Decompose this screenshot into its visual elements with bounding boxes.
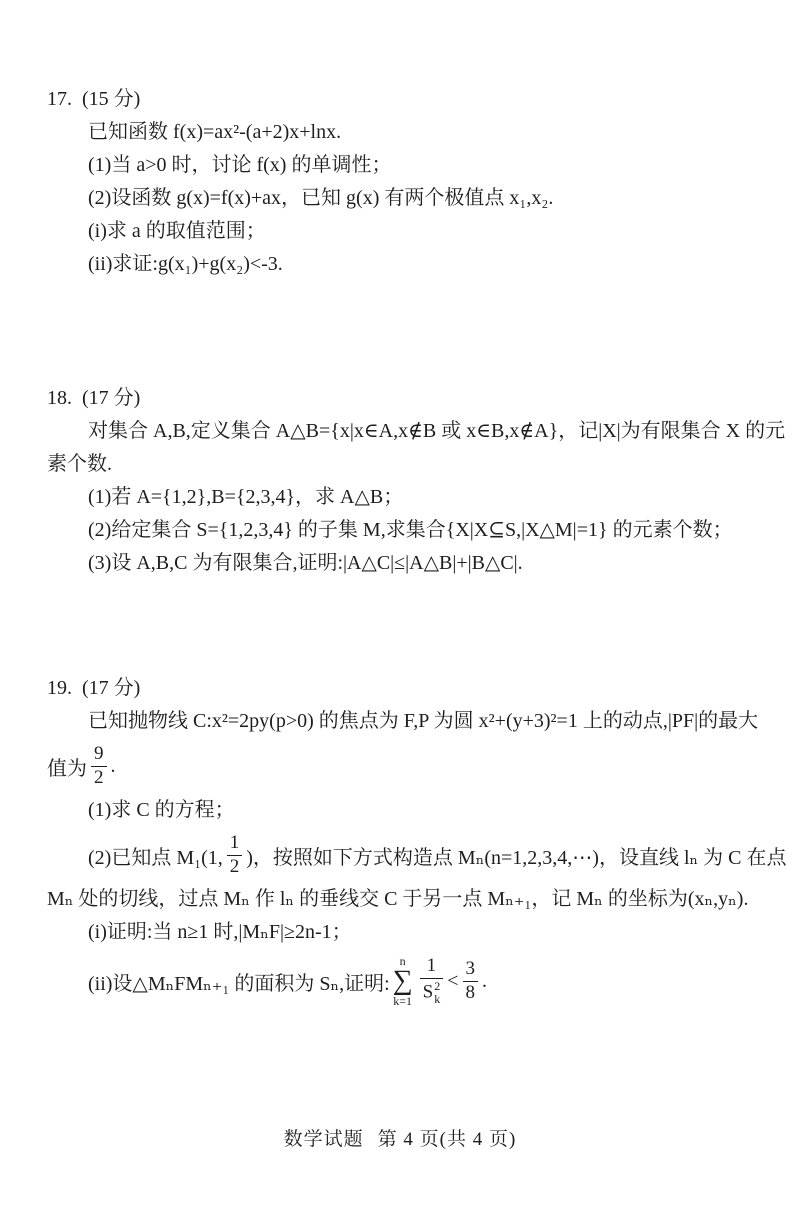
problem-line: (i)求 a 的取值范围； bbox=[88, 220, 266, 242]
problem-number: 17. bbox=[47, 88, 72, 110]
superscript: 2 bbox=[434, 978, 441, 993]
problem-line: (2)给定集合 S={1,2,3,4} 的子集 M,求集合{X|X⊆S,|X△M|=1} 的元素个数； bbox=[88, 519, 733, 541]
problem-line: 已知抛物线 C:x²=2py(p>0) 的焦点为 F,P 为圆 x²+(y+3)²=1 上的动点,|PF|的最大 bbox=[88, 710, 759, 732]
problem-line: 素个数. bbox=[47, 453, 112, 475]
summation-lower-limit: k=1 bbox=[393, 994, 413, 1008]
problem-number: 18. bbox=[47, 387, 72, 409]
problem-line: (1)求 C 的方程； bbox=[88, 799, 235, 821]
sigma-symbol: ∑ bbox=[392, 965, 413, 996]
fraction-numerator: 1 bbox=[227, 833, 243, 856]
problem-19-header bbox=[47, 672, 752, 705]
problem-line-sum bbox=[47, 949, 752, 1013]
problem-line: (1)若 A={1,2},B={2,3,4}，求 A△B； bbox=[88, 486, 404, 508]
summation bbox=[393, 955, 413, 1007]
line-text: . bbox=[482, 969, 487, 992]
problem-18-header bbox=[47, 382, 752, 415]
problem-19 bbox=[47, 672, 787, 1013]
problem-number: 19. bbox=[47, 677, 72, 699]
fraction bbox=[91, 744, 107, 789]
summation-upper-limit: n bbox=[399, 954, 406, 968]
problem-line: (2)设函数 g(x)=f(x)+ax，已知 g(x) 有两个极值点 x₁,x₂. bbox=[88, 187, 554, 209]
fraction-numerator: 1 bbox=[420, 956, 444, 979]
page-footer bbox=[0, 1124, 800, 1151]
problem-line: 对集合 A,B,定义集合 A△B={x|x∈A,x∉B 或 x∈B,x∉A}，记|X|为有限集合 X 的元 bbox=[88, 420, 786, 442]
problem-18 bbox=[47, 382, 786, 580]
problem-points: (15 分) bbox=[82, 88, 141, 110]
doc-title: 数学试题 bbox=[283, 1129, 364, 1150]
fraction-denominator: 2 bbox=[94, 766, 104, 788]
problem-line: 已知函数 f(x)=ax²-(a+2)x+lnx. bbox=[88, 121, 342, 143]
problem-line: (i)证明:当 n≥1 时,|MₙF|≥2n-1； bbox=[88, 921, 352, 943]
problem-line-fraction bbox=[47, 827, 787, 883]
problem-line: (1)当 a>0 时，讨论 f(x) 的单调性； bbox=[88, 154, 392, 176]
problem-line-fraction bbox=[47, 738, 752, 794]
page-number: 第 4 页(共 4 页) bbox=[377, 1129, 517, 1150]
fraction bbox=[420, 956, 444, 1006]
fraction-denominator: 2 bbox=[229, 855, 240, 877]
line-text: )，按照如下方式构造点 Mₙ(n=1,2,3,4,⋯)，设直线 lₙ 为 C 在点 bbox=[246, 846, 787, 869]
problem-line: (3)设 A,B,C 为有限集合,证明:|A△C|≤|A△B|+|B△C|. bbox=[88, 552, 523, 574]
problem-17-header bbox=[47, 83, 752, 116]
problem-points: (17 分) bbox=[82, 677, 141, 699]
sub-sup-stack bbox=[434, 980, 440, 1006]
line-text: (ii)设△MₙFMₙ₊₁ 的面积为 Sₙ,证明: bbox=[88, 972, 390, 995]
fraction-denominator: 8 bbox=[465, 981, 475, 1003]
line-text: (2)已知点 M₁(1, bbox=[88, 846, 223, 869]
fraction bbox=[227, 833, 243, 878]
fraction-numerator: 3 bbox=[463, 959, 479, 982]
problem-line: Mₙ 处的切线，过点 Mₙ 作 lₙ 的垂线交 C 于另一点 Mₙ₊₁，记 Mₙ 的坐标为(xₙ,yₙ). bbox=[47, 888, 749, 910]
relation-sign: < bbox=[447, 969, 459, 992]
problem-points: (17 分) bbox=[82, 387, 141, 409]
line-text: . bbox=[110, 754, 116, 777]
line-text: 值为 bbox=[47, 757, 87, 780]
problem-17 bbox=[47, 83, 752, 281]
problem-line: (ii)求证:g(x₁)+g(x₂)<-3. bbox=[88, 253, 283, 275]
fraction-numerator: 9 bbox=[91, 744, 107, 767]
fraction bbox=[463, 959, 479, 1004]
den-base: S bbox=[422, 981, 434, 1003]
fraction-denominator bbox=[420, 979, 444, 1006]
subscript: k bbox=[434, 991, 441, 1006]
